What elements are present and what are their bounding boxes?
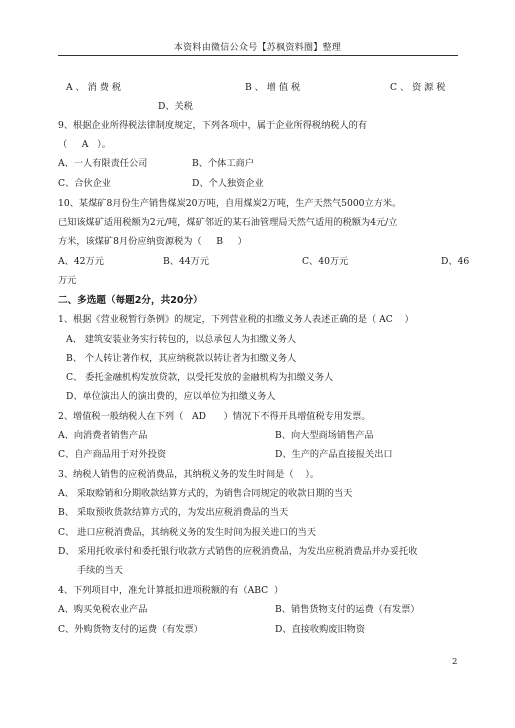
section-heading-multiple-choice: 二、多选题（每题2分，共20分） xyxy=(58,295,203,306)
m4-stem: 4、下列项目中，准允计算抵扣进项税额的有（ABC ） xyxy=(58,585,284,596)
m3-option-d-line1: D、 采用托收承付和委托银行收款方式销售的应税消费品，为发出应税消费品并办妥托收 xyxy=(58,546,418,557)
m1-option-c: C、 委托金融机构发放贷款，以受托发放的金融机构为扣缴义务人 xyxy=(66,372,334,383)
q9-option-d: D、个人独资企业 xyxy=(192,178,264,189)
q9-stem-line1: 9、根据企业所得税法律制度规定，下列各项中，属于企业所得税纳税人的有 xyxy=(58,120,368,131)
m2-option-c: C、自产商品用于对外投资 xyxy=(58,449,167,460)
page-number: 2 xyxy=(452,657,458,667)
q8-option-c: C 、 资 源 税 xyxy=(390,82,446,93)
m1-stem: 1、根据《营业税暂行条例》的规定，下列营业税的扣缴义务人表述正确的是（ AC ） xyxy=(58,314,414,325)
q8-option-b: B 、 增 值 税 xyxy=(245,82,301,93)
page-header: 本资料由微信公众号【苏枫资料圈】整理 xyxy=(173,43,342,53)
q10-option-d: D、46 xyxy=(441,256,470,267)
q9-option-c: C、合伙企业 xyxy=(58,178,111,189)
header-rule xyxy=(58,55,458,56)
q10-option-a: A、42万元 xyxy=(58,256,104,267)
m4-option-d: D、直接收购废旧物资 xyxy=(275,624,366,635)
m2-option-d: D、生产的产品直接报关出口 xyxy=(275,449,393,460)
q10-option-d-cont: 万元 xyxy=(58,275,77,286)
m2-option-b: B、向大型商场销售产品 xyxy=(275,430,374,441)
q8-option-d: D、关税 xyxy=(158,101,193,112)
m4-option-a: A、购买免税农业产品 xyxy=(58,604,148,615)
m2-stem: 2、增值税一般纳税人在下列（ AD ）情况下不得开具增值税专用发票。 xyxy=(58,411,371,422)
m4-option-c: C、外购货物支付的运费（有发票） xyxy=(58,624,203,635)
q9-stem-line2: （ A ）。 xyxy=(58,139,111,150)
q10-option-b: B、44万元 xyxy=(163,256,210,267)
m4-option-b: B、销售货物支付的运费（有发票） xyxy=(275,604,420,615)
m3-stem: 3、纳税人销售的应税消费品，其纳税义务的发生时间是（ ）。 xyxy=(58,469,319,480)
m3-option-b: B、 采取预收货款结算方式的，为发出应税消费品的当天 xyxy=(58,507,289,518)
m3-option-c: C、 进口应税消费品，其纳税义务的发生时间为报关进口的当天 xyxy=(58,527,317,538)
q10-stem-line1: 10、某煤矿8月份生产销售煤炭20万吨，自用煤炭2万吨，生产天然气5000立方米。 xyxy=(58,198,402,209)
m1-option-b: B、 个人转让著作权，其应纳税款以转让者为扣缴义务人 xyxy=(66,353,297,364)
q10-stem-line3: 方米，该煤矿8月份应纳资源税为（ B ） xyxy=(58,236,247,247)
q9-option-b: B、个体工商户 xyxy=(192,158,254,169)
q9-option-a: A、一人有限责任公司 xyxy=(58,158,148,169)
q8-option-a: A 、 消 费 税 xyxy=(66,82,122,93)
m1-option-a: A、 建筑安装业务实行转包的，以总承包人为扣缴义务人 xyxy=(66,334,297,345)
q10-option-c: C、40万元 xyxy=(302,256,349,267)
m3-option-a: A、 采取赊销和分期收款结算方式的，为销售合同规定的收款日期的当天 xyxy=(58,488,353,499)
m1-option-d: D、单位演出人的演出费的，应以单位为扣缴义务人 xyxy=(66,391,276,402)
q10-stem-line2: 已知该煤矿适用税额为2元/吨，煤矿邻近的某石油管理局天然气适用的税额为4元/立 xyxy=(58,217,398,228)
m2-option-a: A、向消费者销售产品 xyxy=(58,430,148,441)
m3-option-d-line2: 手续的当天 xyxy=(77,565,123,576)
